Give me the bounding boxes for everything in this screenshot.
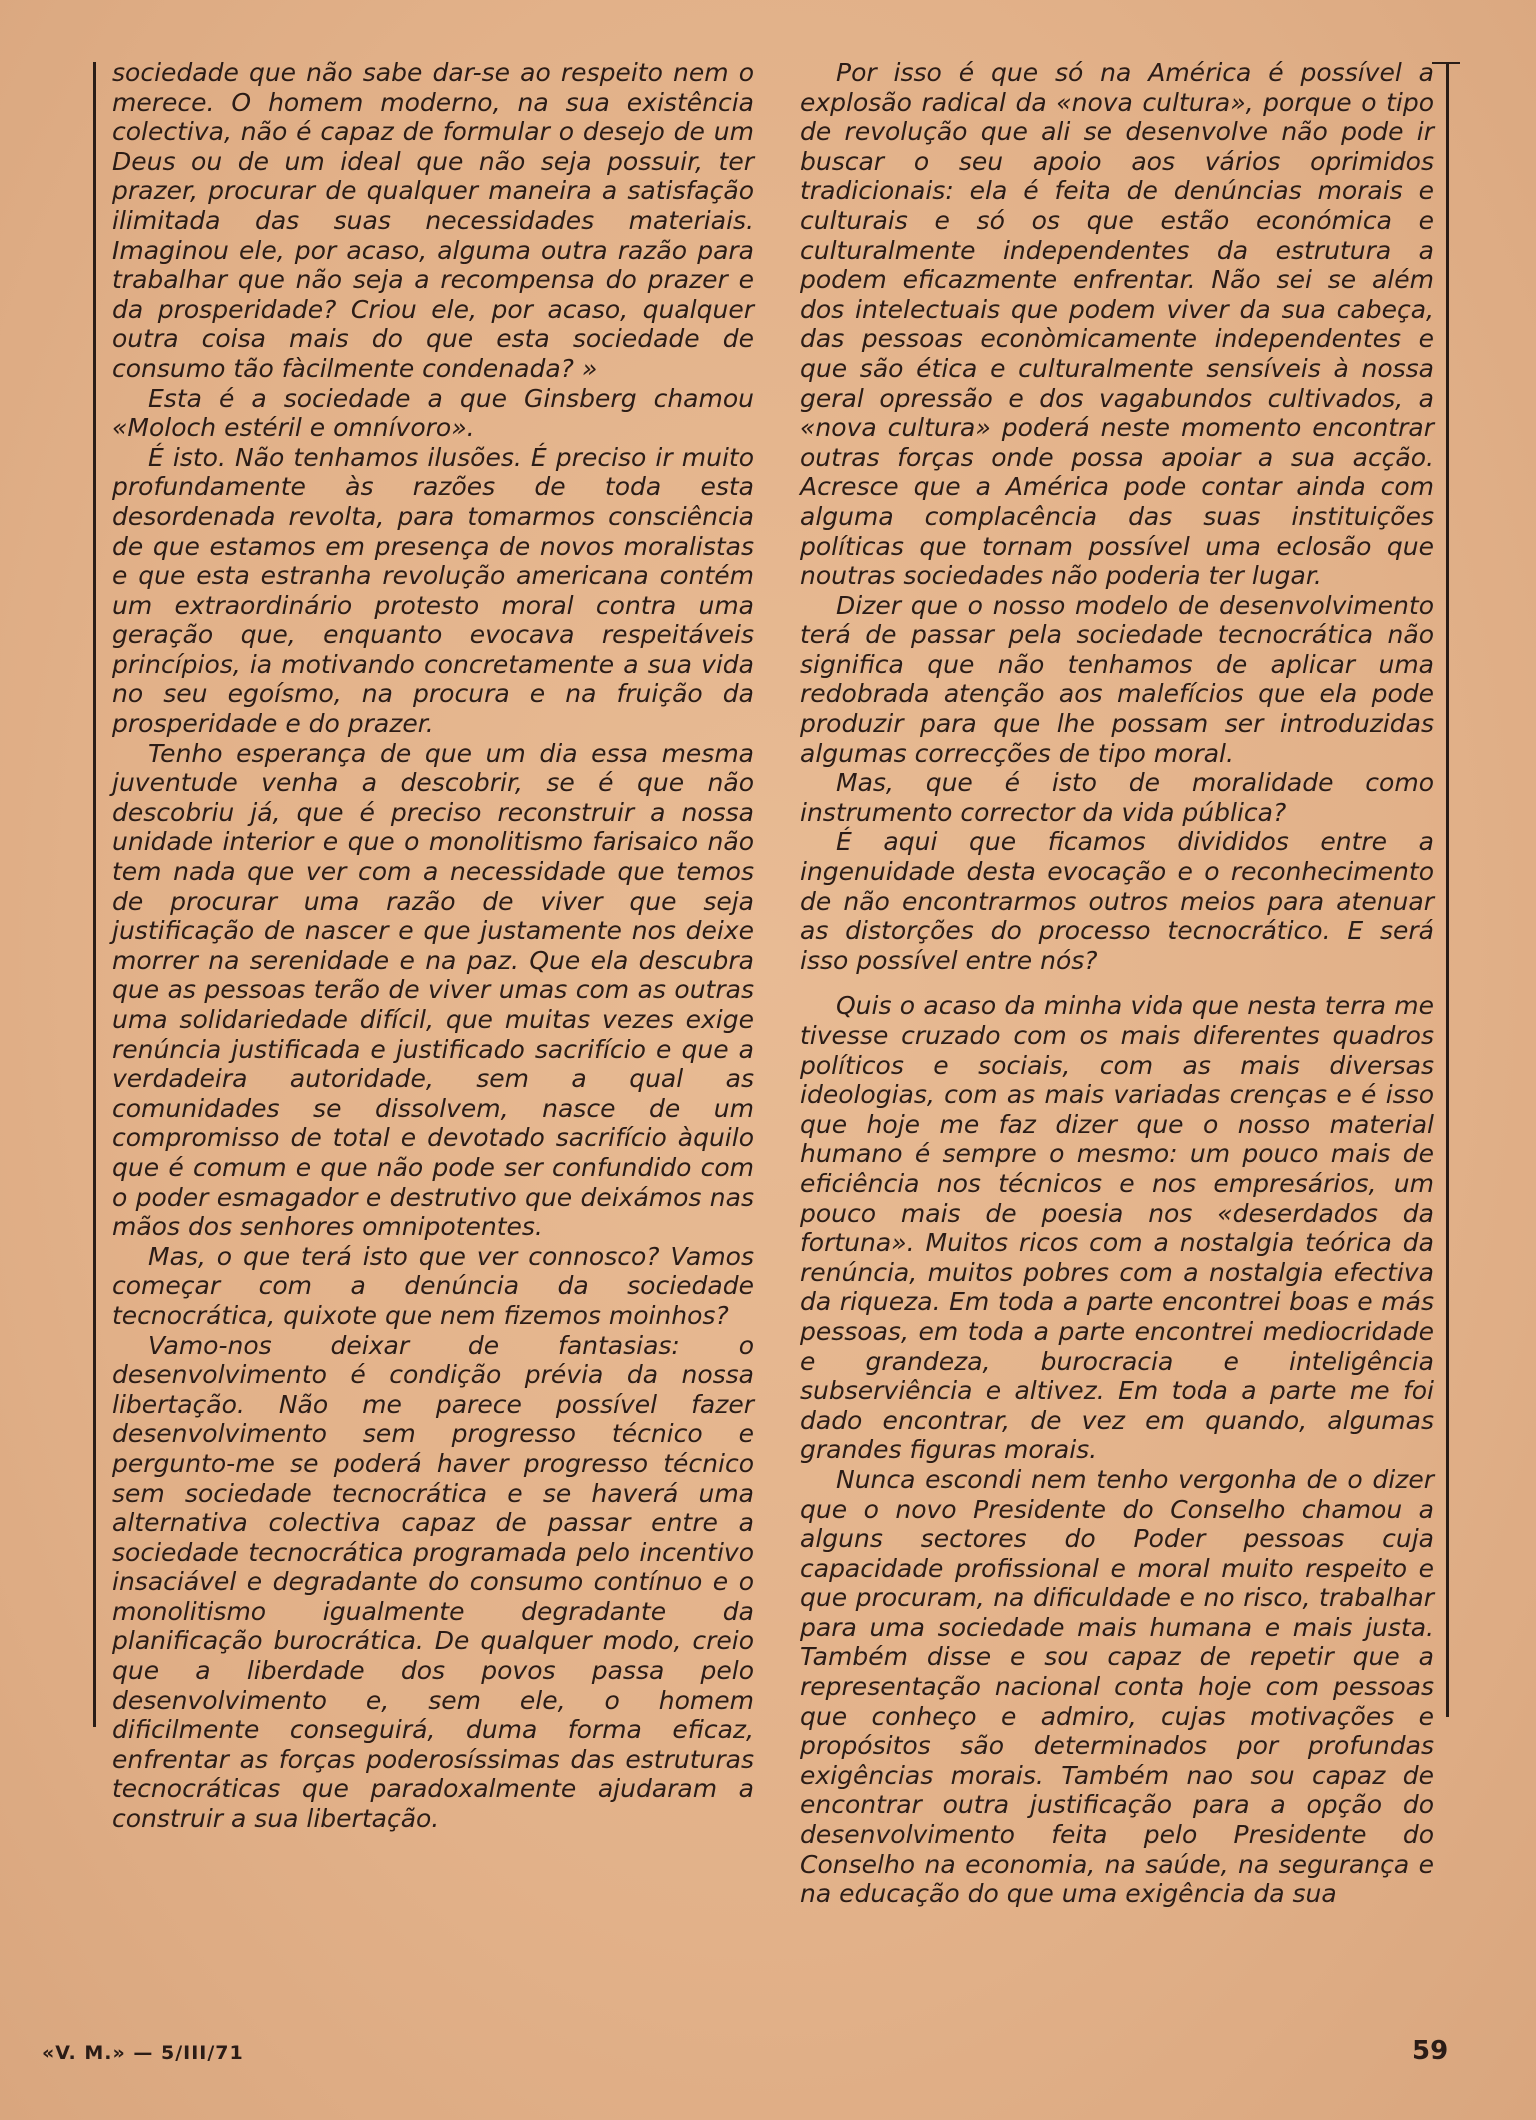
- right-text-column: [800, 58, 1434, 1909]
- paragraph: É aqui que ficamos divididos entre a ingenuidade desta evocação e o reconhecimento de não encontrarmos outros meios para atenuar as distorções do processo tecnocrático. E será isso possível entre nós?: [800, 827, 1434, 975]
- paragraph: Mas, o que terá isto que ver connosco? Vamos começar com a denúncia da sociedade tecnocrática, quixote que nem fizemos moinhos?: [112, 1241, 754, 1330]
- paragraph: Vamo-nos deixar de fantasias: o desenvolvimento é condição prévia da nossa libertação. Não me parece possível fazer desenvolvimento sem progresso técnico e pergunto-me se poderá haver progresso técnico sem sociedade tecnocrática e se haverá uma alternativa colectiva capaz de passar entre a sociedade tecnocrática programada pelo incentivo insaciável e degradante do consumo contínuo e o monolitismo igualmente degradante da planificação burocrática. De qualquer modo, creio que a liberdade dos povos passa pelo desenvolvimento e, sem ele, o homem dificilmente conseguirá, duma forma eficaz, enfrentar as forças poderosíssimas das estruturas tecnocráticas que paradoxalmente ajudaram a construir a sua libertação.: [112, 1330, 754, 1834]
- paragraph: sociedade que não sabe dar-se ao respeito nem o merece. O homem moderno, na sua existência colectiva, não é capaz de formular o desejo de um Deus ou de um ideal que não seja possuir, ter prazer, procurar de qualquer maneira a satisfação ilimitada das suas necessidades materiais. Imaginou ele, por acaso, alguma outra razão para trabalhar que não seja a recompensa do prazer e da prosperidade? Criou ele, por acaso, qualquer outra coisa mais do que esta sociedade de consumo tão fàcilmente condenada? »: [112, 58, 754, 383]
- paragraph: Nunca escondi nem tenho vergonha de o dizer que o novo Presidente do Conselho chamou a alguns sectores do Poder pessoas cuja capacidade profissional e moral muito respeito e que procuram, na dificuldade e no risco, trabalhar para uma sociedade mais humana e mais justa. Também disse e sou capaz de repetir que a representação nacional conta hoje com pessoas que conheço e admiro, cujas motivações e propósitos são determinados por profundas exigências morais. Também nao sou capaz de encontrar outra justificação para a opção do desenvolvimento feita pelo Presidente do Conselho na economia, na saúde, na segurança e na educação do que uma exigência da sua: [800, 1464, 1434, 1909]
- paragraph: Esta é a sociedade a que Ginsberg chamou «Moloch estéril e omnívoro».: [112, 383, 754, 443]
- left-text-column: [112, 58, 754, 1834]
- page-number: 59: [1412, 2036, 1449, 2066]
- paragraph: É isto. Não tenhamos ilusões. É preciso ir muito profundamente às razões de toda esta desordenada revolta, para tomarmos consciência de que estamos em presença de novos moralistas e que esta estranha revolução americana contém um extraordinário protesto moral contra uma geração que, enquanto evocava respeitáveis princípios, ia motivando concretamente a sua vida no seu egoísmo, na procura e na fruição da prosperidade e do prazer.: [112, 442, 754, 739]
- paragraph: Dizer que o nosso modelo de desenvolvimento terá de passar pela sociedade tecnocrática não significa que não tenhamos de aplicar uma redobrada atenção aos malefícios que ela pode produzir para que lhe possam ser introduzidas algumas correcções de tipo moral.: [800, 590, 1434, 768]
- right-column-rule: [1446, 62, 1449, 1717]
- paragraph: Quis o acaso da minha vida que nesta terra me tivesse cruzado com os mais diferentes quadros políticos e sociais, com as mais diversas ideologias, com as mais variadas crenças e é isso que hoje me faz dizer que o nosso material humano é sempre o mesmo: um pouco mais de eficiência nos técnicos e nos empresários, um pouco mais de poesia nos «deserdados da fortuna». Muitos ricos com a nostalgia teórica da renúncia, muitos pobres com a nostalgia efectiva da riqueza. Em toda a parte encontrei boas e más pessoas, em toda a parte encontrei mediocridade e grandeza, burocracia e inteligência subserviência e altivez. Em toda a parte me foi dado encontrar, de vez em quando, algumas grandes figuras morais.: [800, 991, 1434, 1465]
- paragraph: Por isso é que só na América é possível a explosão radical da «nova cultura», porque o tipo de revolução que ali se desenvolve não pode ir buscar o seu apoio aos vários oprimidos tradicionais: ela é feita de denúncias morais e culturais e só os que estão económica e culturalmente independentes da estrutura a podem eficazmente enfrentar. Não sei se além dos intelectuais que podem viver da sua cabeça, das pessoas econòmicamente independentes e que são ética e culturalmente sensíveis à nossa geral opressão e dos vagabundos cultivados, a «nova cultura» poderá neste momento encontrar outras forças onde possa apoiar a sua acção. Acresce que a América pode contar ainda com alguma complacência das suas instituições políticas que tornam possível uma eclosão que noutras sociedades não poderia ter lugar.: [800, 58, 1434, 591]
- paragraph: Tenho esperança de que um dia essa mesma juventude venha a descobrir, se é que não descobriu já, que é preciso reconstruir a nossa unidade interior e que o monolitismo farisaico não tem nada que ver com a necessidade que temos de procurar uma razão de viver que seja justificação de nascer e que justamente nos deixe morrer na serenidade e na paz. Que ela descubra que as pessoas terão de viver umas com as outras uma solidariedade difícil, que muitas vezes exige renúncia justificada e justificado sacrifício e que a verdadeira autoridade, sem a qual as comunidades se dissolvem, nasce de um compromisso de total e devotado sacrifício àquilo que é comum e que não pode ser confundido com o poder esmagador e destrutivo que deixámos nas mãos dos senhores omnipotentes.: [112, 738, 754, 1242]
- top-corner-rule: [1432, 62, 1460, 64]
- paragraph: Mas, que é isto de moralidade como instrumento corrector da vida pública?: [800, 768, 1434, 827]
- footer-source: «V. M.» — 5/III/71: [42, 2042, 244, 2064]
- left-column-rule: [93, 62, 96, 1727]
